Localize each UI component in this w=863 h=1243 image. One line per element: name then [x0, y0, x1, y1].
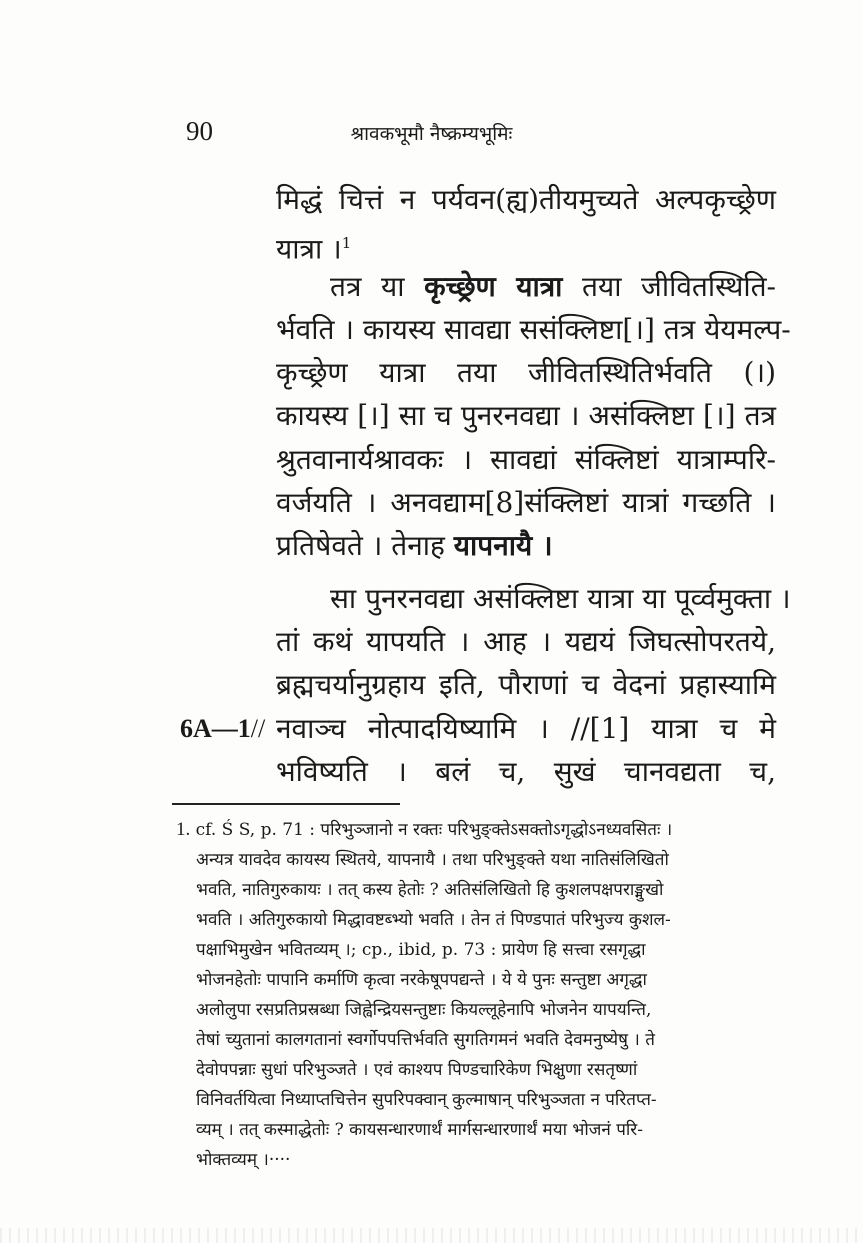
bold-phrase: कृच्छ्रेण यात्रा: [424, 270, 563, 303]
footnote-line: भवति । अतिगुरुकायो मिद्धावष्टब्भ्यो भवति । तेन तं पिण्डपातं परिभुज्य कुशल-: [196, 910, 671, 930]
footnote-line: विनिवर्तयित्वा निध्याप्तचित्तेन सुपरिपक्वान् कुल्माषान् परिभुञ्जता न परितप्त-: [196, 1090, 657, 1110]
footnote-text: cf. Ś S, p. 71 : परिभुञ्जानो न रक्तः परिभुङ्क्तेऽसक्तोऽगृद्धोऽनध्यवसितः ।: [195, 820, 673, 840]
footnote-line: भवति, नातिगुरुकायः । तत् कस्य हेतोः ? अतिसंलिखितो हि कुशलपक्षपराङ्मुखो: [196, 880, 664, 900]
body-line: भविष्यति । बलं च, सुखं चानवद्यता च,: [276, 755, 776, 788]
footnote-line: भोजनहेतोः पापानि कर्माणि कृत्वा नरकेषूपपद्यन्ते । ये ये पुनः सन्तुष्टा अगृद्धा: [196, 970, 647, 990]
body-line: श्रुतवानार्यश्रावकः । सावद्यां संक्लिष्टां यात्राम्परि-: [276, 443, 776, 476]
body-line: वर्जयति । अनवद्याम[8]संक्लिष्टां यात्रां गच्छति ।: [276, 486, 776, 519]
body-line-text: तत्र या: [330, 270, 405, 303]
body-line: र्भवति । कायस्य सावद्या ससंक्लिष्टा[।] तत्र येयमल्प-: [276, 313, 791, 346]
footnote-line: अन्यत्र यावदेव कायस्य स्थितये, यापनायै । तथा परिभुङ्क्ते यथा नातिसंलिखितो: [196, 850, 669, 870]
footnote-separator: [172, 803, 400, 805]
footnote-line: अलोलुपा रसप्रतिप्रस्रब्धा जिह्वेन्द्रियसन्तुष्टाः कियल्लूहेनापि भोजनेन यापयन्ति,: [196, 1000, 652, 1020]
footnote-number: 1.: [176, 819, 191, 840]
body-line: ब्रह्मचर्यानुग्रहाय इति, पौराणां च वेदनां प्रहास्यामि: [276, 668, 776, 701]
body-line-text: प्रतिषेवते । तेनाह: [276, 529, 445, 562]
body-line: नवाञ्च नोत्पादयिष्यामि । //[1] यात्रा च मे: [276, 712, 776, 745]
body-line: [276, 529, 776, 563]
body-line: कायस्य [।] सा च पुनरनवद्या । असंक्लिष्टा [।] तत्र: [276, 399, 776, 432]
body-line: [276, 226, 776, 266]
footnote-line: देवोपपन्नाः सुधां परिभुञ्जते । एवं काश्यप पिण्डचारिकेण भिक्षुणा रसतृष्णां: [196, 1060, 638, 1080]
footnote-marker: 1: [341, 234, 352, 252]
footnote-line: व्यम् । तत् कस्माद्धेतोः ? कायसन्धारणार्थं मार्गसन्धारणार्थं मया भोजनं परि-: [196, 1120, 643, 1140]
body-line-text: तया जीवितस्थिति-: [582, 270, 777, 303]
folio-code: 6A—1: [180, 714, 251, 743]
footnote-line: भोक्तव्यम् ।····: [196, 1150, 291, 1170]
bold-phrase: यापनायै ।: [453, 529, 553, 562]
footnote-line: पक्षाभिमुखेन भवितव्यम् ।; cp., ibid, p. 73 : प्रायेण हि सत्त्वा रसगृद्धा: [196, 940, 646, 960]
footnote-line: [176, 818, 778, 842]
body-line: [330, 270, 776, 304]
body-line-text: यात्रा ।: [276, 232, 342, 266]
body-line: कृच्छ्रेण यात्रा तया जीवितस्थितिर्भवति (।): [276, 356, 776, 389]
footnote-line: तेषां च्युतानां कालगतानां स्वर्गोपपत्तिर्भवति सुगतिगमनं भवति देवमनुष्येषु । ते: [196, 1030, 655, 1050]
running-title: श्रावकभूमौ नैष्क्रम्यभूमिः: [350, 123, 513, 145]
scan-edge-texture: [0, 1228, 863, 1243]
manuscript-folio-ref: [180, 712, 265, 746]
body-line: तां कथं यापयति । आह । यद्ययं जिघत्सोपरतये,: [276, 625, 776, 658]
body-line: सा पुनरनवद्या असंक्लिष्टा यात्रा या पूर्व्वमुक्ता ।: [330, 582, 791, 615]
page-number: 90: [186, 116, 213, 146]
folio-slashes: //: [250, 714, 266, 743]
body-line: मिद्धं चित्तं न पर्यवन(ह्य)तीयमुच्यते अल्पकृच्छ्रेण: [276, 183, 776, 216]
